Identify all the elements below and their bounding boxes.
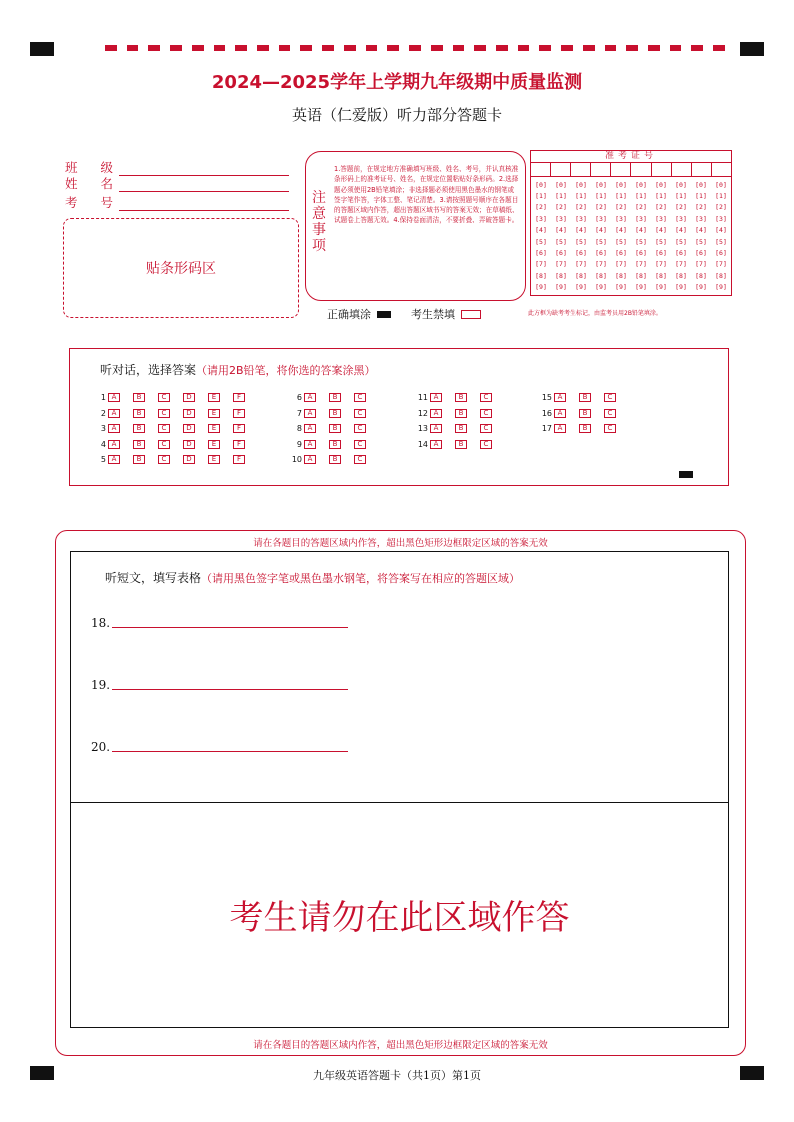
answer-bubble[interactable]: F [233, 409, 245, 418]
answer-bubble[interactable]: C [158, 409, 170, 418]
exam-id-column [671, 177, 691, 295]
exam-id-bubble[interactable]: [1] [715, 192, 727, 201]
section2-title: 听短文，填写表格（请用黑色签字笔或黑色墨水钢笔，将答案写在相应的答题区域） [105, 571, 521, 585]
section2-divider [71, 802, 728, 803]
correct-fill-label: 正确填涂 [327, 308, 371, 321]
timing-mark [387, 45, 399, 51]
exam-id-bubble[interactable]: [8] [655, 271, 667, 280]
answer-bubble[interactable]: C [480, 409, 492, 418]
answer-bubble[interactable]: B [133, 455, 145, 464]
exam-id-bubble[interactable]: [6] [675, 249, 687, 258]
exam-id-bubble[interactable]: [8] [595, 271, 607, 280]
exam-id-bubble[interactable]: [9] [595, 283, 607, 292]
question-number: 8 [296, 424, 302, 433]
exam-id-bubble[interactable]: [0] [635, 180, 647, 189]
question-number: 2 [100, 408, 106, 418]
exam-id-bubble[interactable]: [9] [555, 283, 567, 292]
question-number: 4 [100, 439, 106, 449]
answer-bubble[interactable]: C [604, 393, 616, 402]
exam-id-bubble[interactable]: [3] [535, 214, 547, 223]
exam-id-column [631, 177, 651, 295]
question-row [538, 424, 629, 433]
exam-id-bubble[interactable]: [4] [695, 226, 707, 235]
exam-id-write-cell[interactable] [672, 163, 692, 176]
answer-bubble[interactable]: A [554, 409, 566, 418]
answer-bubble[interactable]: A [554, 424, 566, 433]
exam-id-bubble[interactable]: [6] [555, 249, 567, 258]
exam-id-bubble[interactable]: [1] [695, 192, 707, 201]
answer-bubble[interactable]: B [329, 424, 341, 433]
section1-title: 听对话，选择答案（请用2B铅笔，将你选的答案涂黑） [100, 363, 376, 377]
answer-bubble[interactable]: F [233, 393, 245, 402]
exam-id-bubble[interactable]: [3] [595, 214, 607, 223]
exam-id-bubble[interactable]: [8] [695, 271, 707, 280]
exam-id-bubble[interactable]: [0] [615, 180, 627, 189]
answer-bubble[interactable]: E [208, 409, 220, 418]
answer-bubble[interactable]: F [233, 440, 245, 449]
answer-bubble[interactable]: C [480, 393, 492, 402]
exam-id-bubble[interactable]: [6] [575, 249, 587, 258]
exam-id-bubble[interactable]: [2] [595, 203, 607, 212]
exam-id-column [551, 177, 571, 295]
exam-id-write-cell[interactable] [652, 163, 672, 176]
exam-id-bubble[interactable]: [3] [655, 214, 667, 223]
exam-id-bubble[interactable]: [1] [675, 192, 687, 201]
question-row [92, 455, 258, 464]
answer-bubble[interactable]: C [158, 424, 170, 433]
answer-bubble[interactable]: A [430, 440, 442, 449]
timing-mark [518, 45, 530, 51]
page-footer: 九年级英语答题卡（共1页）第1页 [313, 1069, 481, 1082]
page-subtitle: 英语（仁爱版）听力部分答题卡 [291, 106, 502, 124]
exam-id-column [711, 177, 731, 295]
exam-id-bubble[interactable]: [8] [575, 271, 587, 280]
exam-id-bubble[interactable]: [7] [535, 260, 547, 269]
question-row [288, 409, 379, 418]
answer-bubble[interactable]: C [604, 424, 616, 433]
correct-fill-sample [377, 311, 391, 318]
answer-bubble[interactable]: C [354, 424, 366, 433]
answer-bubble[interactable]: A [108, 424, 120, 433]
answer-bubble[interactable]: A [108, 393, 120, 402]
answer-bubble[interactable]: B [329, 393, 341, 402]
exam-id-bubble[interactable]: [8] [715, 271, 727, 280]
timing-mark [626, 45, 638, 51]
page-title: 2024—2025学年上学期九年级期中质量监测 [211, 72, 583, 93]
answer-bubble[interactable]: C [158, 440, 170, 449]
exam-id-bubble[interactable]: [8] [635, 271, 647, 280]
exam-id-header: 准考证号 [531, 151, 731, 163]
exam-id-bubble[interactable]: [8] [535, 271, 547, 280]
exam-id-bubble[interactable]: [6] [715, 249, 727, 258]
section1-marker [679, 471, 693, 478]
exam-id-bubble[interactable]: [8] [555, 271, 567, 280]
exam-id-bubble[interactable]: [2] [615, 203, 627, 212]
exam-id-column [531, 177, 551, 295]
timing-mark [605, 45, 617, 51]
exam-id-bubble[interactable]: [1] [575, 192, 587, 201]
name-line[interactable] [119, 180, 289, 192]
fill-legend [327, 306, 481, 322]
exam-id-bubble[interactable]: [3] [715, 214, 727, 223]
answer-bubble[interactable]: F [233, 424, 245, 433]
question-number: 13 [417, 424, 428, 433]
exam-id-bubble[interactable]: [8] [615, 271, 627, 280]
question-number: 9 [296, 439, 302, 449]
exam-id-bubble[interactable]: [7] [635, 260, 647, 269]
answer-bubble[interactable]: A [430, 393, 442, 402]
timing-mark [170, 45, 182, 51]
exam-id-bubble[interactable]: [4] [675, 226, 687, 235]
exam-id-bubble[interactable]: [1] [635, 192, 647, 201]
exam-id-column [611, 177, 631, 295]
no-answer-zone-text: 考生请勿在此区域作答 [229, 898, 570, 938]
answer-bubble[interactable]: A [108, 409, 120, 418]
exam-id-bubble[interactable]: [2] [675, 203, 687, 212]
answer-bubble[interactable]: D [183, 440, 195, 449]
answer-bubble[interactable]: A [304, 393, 316, 402]
exam-id-write-cell[interactable] [631, 163, 651, 176]
timing-mark [235, 45, 247, 51]
exam-id-bubble[interactable]: [4] [535, 226, 547, 235]
timing-mark [300, 45, 312, 51]
answer-bubble[interactable]: A [430, 409, 442, 418]
timing-mark [648, 45, 660, 51]
notice-text: 1.答题前，在规定地方准确填写班级、姓名、考号，并认真核准条形码上的准考证号、姓名，在规定位置粘贴好条形码。2.选择题必须使用2B铅笔填涂；非选择题必须使用黑色墨水的钢笔或签字笔作答，字体工整、笔记清楚。3.请按照题号顺序在各题目的答题区域内作答，超出答题区域书写的答案无效；在草稿纸、试题卷上答题无效。4.保持卷面清洁，不要折叠、弄破答题卡。 [334, 165, 519, 225]
question-row [414, 440, 505, 449]
exam-id-bubble[interactable]: [3] [615, 214, 627, 223]
exam-id-bubble[interactable]: [1] [555, 192, 567, 201]
answer-bubble[interactable]: E [208, 424, 220, 433]
answer-bubble[interactable]: B [579, 424, 591, 433]
exam-id-bubble[interactable]: [6] [695, 249, 707, 258]
answer-bubble[interactable]: C [354, 409, 366, 418]
exam-id-bubble[interactable]: [2] [635, 203, 647, 212]
question-row [414, 424, 505, 433]
answer-bubble[interactable]: C [480, 440, 492, 449]
question-row [92, 440, 258, 449]
exam-number-field[interactable]: 考 号 [65, 193, 289, 211]
answer-bubble[interactable]: B [133, 409, 145, 418]
answer-bubble[interactable]: E [208, 440, 220, 449]
exam-id-bubble[interactable]: [5] [695, 237, 707, 246]
exam-id-write-cell[interactable] [551, 163, 571, 176]
exam-id-write-cell[interactable] [712, 163, 731, 176]
barcode-area[interactable] [63, 218, 299, 318]
answer-bubble[interactable]: D [183, 393, 195, 402]
answer-bubble[interactable]: B [133, 424, 145, 433]
exam-id-bubble[interactable]: [3] [695, 214, 707, 223]
absent-checkbox[interactable] [461, 310, 481, 319]
answer-blank-18[interactable]: 18. [91, 616, 348, 630]
timing-mark [561, 45, 573, 51]
timing-mark [105, 45, 117, 51]
exam-id-bubble[interactable]: [6] [615, 249, 627, 258]
exam-id-bubble[interactable]: [8] [675, 271, 687, 280]
timing-mark [214, 45, 226, 51]
timing-mark [496, 45, 508, 51]
question-row [414, 393, 505, 402]
answer-bubble[interactable]: A [430, 424, 442, 433]
exam-id-bubble[interactable]: [0] [595, 180, 607, 189]
exam-id-column [591, 177, 611, 295]
exam-id-bubble[interactable]: [5] [555, 237, 567, 246]
answer-bubble[interactable]: B [329, 455, 341, 464]
question-row [288, 424, 379, 433]
question-number: 7 [296, 408, 302, 418]
question-number: 14 [417, 439, 428, 449]
question-number: 6 [296, 393, 302, 402]
exam-id-bubble[interactable]: [6] [655, 249, 667, 258]
timing-mark [453, 45, 465, 51]
question-row [288, 393, 379, 402]
class-field[interactable]: 班 级 [65, 158, 289, 176]
exam-id-bubble[interactable]: [2] [715, 203, 727, 212]
exam-id-bubble[interactable]: [5] [675, 237, 687, 246]
timing-mark-strip [105, 45, 735, 51]
answer-bubble[interactable]: A [304, 424, 316, 433]
exam-id-bubble[interactable]: [7] [715, 260, 727, 269]
answer-bubble[interactable]: A [108, 455, 120, 464]
answer-bubble[interactable]: E [208, 455, 220, 464]
exam-id-write-cell[interactable] [571, 163, 591, 176]
exam-id-write-cell[interactable] [611, 163, 631, 176]
barcode-area-label: 贴条形码区 [146, 261, 216, 277]
question-row [538, 393, 629, 402]
exam-id-bubble[interactable]: [1] [655, 192, 667, 201]
absent-label: 考生禁填 [411, 308, 455, 321]
answer-bubble[interactable]: C [604, 409, 616, 418]
exam-id-bubble[interactable]: [9] [715, 283, 727, 292]
question-number: 16 [541, 408, 552, 418]
exam-id-bubble[interactable]: [7] [695, 260, 707, 269]
absent-note: 此方框为缺考考生标记，由监考员用2B铅笔填涂。 [528, 310, 662, 317]
exam-id-bubble[interactable]: [0] [535, 180, 547, 189]
section2-answer-area [70, 551, 729, 1028]
answer-line[interactable] [112, 688, 348, 690]
answer-bubble[interactable]: C [158, 393, 170, 402]
answer-line[interactable] [112, 626, 348, 628]
question-number: 3 [100, 424, 106, 433]
exam-id-bubble[interactable]: [9] [575, 283, 587, 292]
exam-id-bubble[interactable]: [2] [695, 203, 707, 212]
answer-bubble[interactable]: D [183, 424, 195, 433]
exam-id-bubble[interactable]: [5] [715, 237, 727, 246]
answer-bubble[interactable]: B [455, 409, 467, 418]
timing-mark [322, 45, 334, 51]
section2-warning-bottom: 请在各题目的答题区域内作答，超出黑色矩形边框限定区域的答案无效 [253, 1040, 548, 1051]
answer-bubble[interactable]: A [108, 440, 120, 449]
timing-mark [583, 45, 595, 51]
answer-bubble[interactable]: C [354, 455, 366, 464]
exam-id-bubble[interactable]: [4] [555, 226, 567, 235]
answer-bubble[interactable]: A [304, 409, 316, 418]
exam-id-bubble[interactable]: [1] [615, 192, 627, 201]
question-number: 15 [541, 393, 552, 402]
exam-id-write-cell[interactable] [591, 163, 611, 176]
timing-mark [431, 45, 443, 51]
timing-mark [257, 45, 269, 51]
timing-mark [344, 45, 356, 51]
exam-id-bubble[interactable]: [2] [575, 203, 587, 212]
exam-id-bubble-columns [531, 177, 731, 295]
exam-id-bubble[interactable]: [9] [535, 283, 547, 292]
answer-bubble[interactable]: C [480, 424, 492, 433]
answer-bubble[interactable]: D [183, 455, 195, 464]
exam-id-bubble[interactable]: [7] [575, 260, 587, 269]
timing-mark [409, 45, 421, 51]
exam-id-bubble[interactable]: [1] [595, 192, 607, 201]
exam-id-bubble[interactable]: [0] [575, 180, 587, 189]
answer-bubble[interactable]: B [329, 409, 341, 418]
exam-id-bubble[interactable]: [5] [535, 237, 547, 246]
exam-id-bubble[interactable]: [6] [635, 249, 647, 258]
exam-id-bubble[interactable]: [6] [595, 249, 607, 258]
exam-id-bubble[interactable]: [1] [535, 192, 547, 201]
answer-bubble[interactable]: D [183, 409, 195, 418]
answer-bubble[interactable]: A [304, 455, 316, 464]
timing-mark [366, 45, 378, 51]
exam-id-bubble[interactable]: [5] [615, 237, 627, 246]
notice-box [305, 151, 526, 301]
exam-id-write-row [531, 163, 731, 177]
timing-mark [148, 45, 160, 51]
answer-blank-20[interactable]: 20. [91, 740, 348, 754]
timing-mark [192, 45, 204, 51]
answer-blank-19[interactable]: 19. [91, 678, 348, 692]
question-row [288, 455, 379, 464]
exam-id-column [651, 177, 671, 295]
exam-id-bubble[interactable]: [2] [555, 203, 567, 212]
exam-id-bubble[interactable]: [9] [615, 283, 627, 292]
question-row [92, 424, 258, 433]
listening-choice-section [69, 348, 729, 486]
name-field[interactable]: 姓 名 [65, 174, 289, 192]
section2-warning-top: 请在各题目的答题区域内作答，超出黑色矩形边框限定区域的答案无效 [253, 538, 548, 549]
timing-mark [691, 45, 703, 51]
exam-id-bubble[interactable]: [7] [555, 260, 567, 269]
exam-id-bubble[interactable]: [0] [695, 180, 707, 189]
corner-marker-top-left [30, 42, 54, 56]
answer-bubble[interactable]: B [455, 440, 467, 449]
question-number: 17 [541, 424, 552, 433]
timing-mark [670, 45, 682, 51]
exam-id-bubble[interactable]: [9] [635, 283, 647, 292]
exam-id-column [691, 177, 711, 295]
exam-number-line[interactable] [119, 199, 289, 211]
question-number: 10 [291, 455, 302, 464]
exam-id-column [571, 177, 591, 295]
exam-id-bubble[interactable]: [5] [575, 237, 587, 246]
answer-bubble[interactable]: C [354, 393, 366, 402]
exam-id-bubble[interactable]: [7] [615, 260, 627, 269]
exam-id-bubble[interactable]: [0] [675, 180, 687, 189]
answer-bubble[interactable]: A [304, 440, 316, 449]
question-row [92, 393, 258, 402]
question-row [414, 409, 505, 418]
exam-id-bubble[interactable]: [9] [675, 283, 687, 292]
answer-bubble[interactable]: B [455, 393, 467, 402]
answer-bubble[interactable]: B [133, 440, 145, 449]
corner-marker-top-right [740, 42, 764, 56]
answer-line[interactable] [112, 750, 348, 752]
timing-mark [539, 45, 551, 51]
exam-id-bubble[interactable]: [6] [535, 249, 547, 258]
timing-mark [713, 45, 725, 51]
exam-id-bubble[interactable]: [7] [655, 260, 667, 269]
exam-id-bubble[interactable]: [0] [555, 180, 567, 189]
exam-id-write-cell[interactable] [692, 163, 712, 176]
exam-id-bubble[interactable]: [4] [575, 226, 587, 235]
question-row [288, 440, 379, 449]
exam-id-bubble[interactable]: [4] [635, 226, 647, 235]
exam-id-bubble[interactable]: [4] [715, 226, 727, 235]
exam-id-write-cell[interactable] [531, 163, 551, 176]
exam-id-bubble[interactable]: [0] [655, 180, 667, 189]
question-number: 5 [100, 455, 106, 464]
question-number: 11 [417, 393, 428, 402]
timing-mark [279, 45, 291, 51]
question-number: 12 [417, 408, 428, 418]
exam-id-bubble[interactable]: [5] [655, 237, 667, 246]
question-row [92, 409, 258, 418]
question-number: 1 [100, 393, 106, 402]
exam-id-bubble[interactable]: [3] [575, 214, 587, 223]
exam-id-bubble[interactable]: [2] [535, 203, 547, 212]
answer-bubble[interactable]: B [579, 393, 591, 402]
exam-id-bubble[interactable]: [5] [595, 237, 607, 246]
answer-bubble[interactable]: C [354, 440, 366, 449]
exam-id-bubble[interactable]: [3] [635, 214, 647, 223]
question-row [538, 409, 629, 418]
exam-id-bubble[interactable]: [4] [655, 226, 667, 235]
exam-id-bubble[interactable]: [4] [595, 226, 607, 235]
exam-id-bubble[interactable]: [0] [715, 180, 727, 189]
timing-mark [127, 45, 139, 51]
exam-id-bubble[interactable]: [9] [655, 283, 667, 292]
exam-id-bubble[interactable]: [7] [675, 260, 687, 269]
notice-title: 注意事项 [312, 190, 326, 254]
timing-mark [474, 45, 486, 51]
answer-bubble[interactable]: C [158, 455, 170, 464]
answer-bubble[interactable]: A [554, 393, 566, 402]
exam-id-bubble[interactable]: [2] [655, 203, 667, 212]
answer-bubble[interactable]: F [233, 455, 245, 464]
exam-id-bubble[interactable]: [4] [615, 226, 627, 235]
exam-id-bubble[interactable]: [5] [635, 237, 647, 246]
answer-bubble[interactable]: B [579, 409, 591, 418]
exam-id-bubble[interactable]: [3] [675, 214, 687, 223]
answer-bubble[interactable]: B [133, 393, 145, 402]
answer-bubble[interactable]: B [329, 440, 341, 449]
answer-bubble[interactable]: E [208, 393, 220, 402]
exam-id-bubble[interactable]: [3] [555, 214, 567, 223]
exam-id-grid [530, 150, 732, 296]
exam-id-bubble[interactable]: [7] [595, 260, 607, 269]
answer-bubble[interactable]: B [455, 424, 467, 433]
exam-id-bubble[interactable]: [9] [695, 283, 707, 292]
